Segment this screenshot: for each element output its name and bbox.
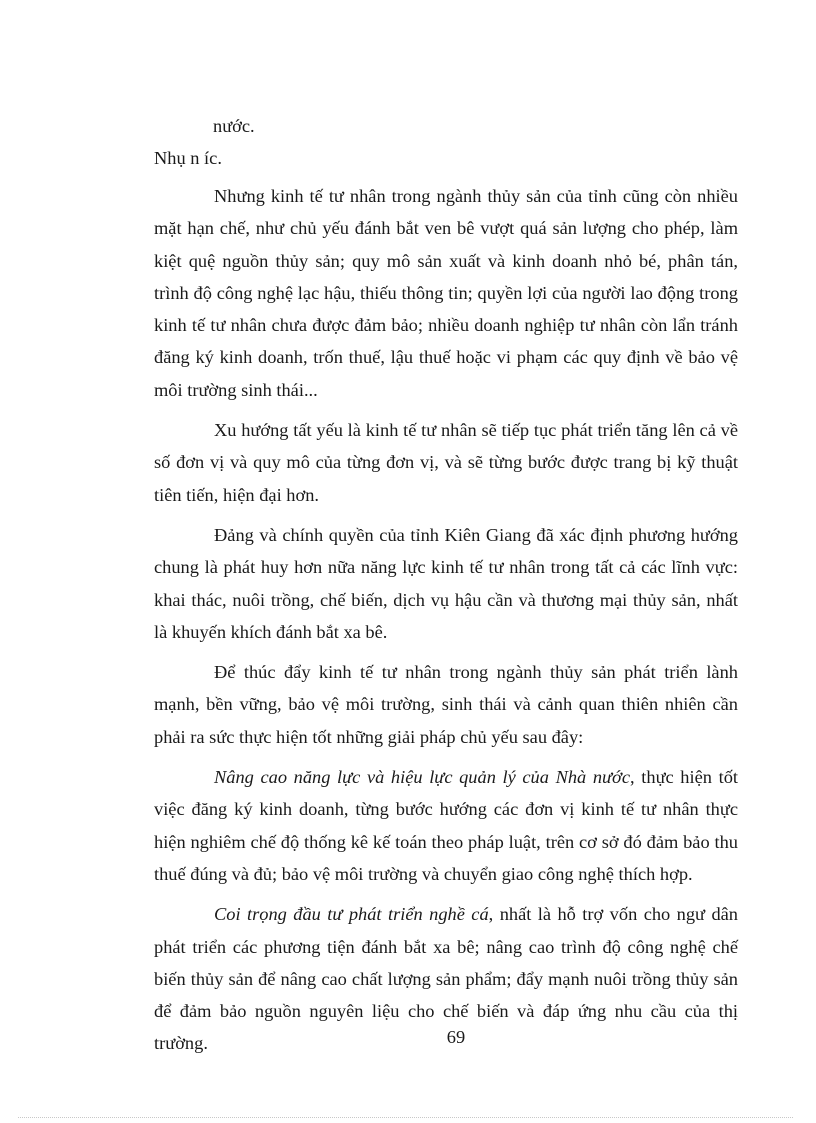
garbled-fragment: Nhụ n íc. bbox=[154, 148, 222, 168]
paragraph bbox=[154, 761, 738, 890]
paragraph-text: , thực hiện tốt việc đăng ký kinh doanh, từng bước hướng các đơn vị kinh tế tư nhân thực hiện nghiêm chế độ thống kê kế toán theo pháp luật, trên cơ sở đó đảm bảo thu thuế đúng và đủ; bảo vệ môi trường và chuyển giao công nghệ thích hợp. bbox=[154, 767, 738, 884]
paragraph bbox=[154, 180, 738, 406]
italic-heading: Coi trọng đầu tư phát triển nghề cá bbox=[214, 904, 489, 925]
body-text bbox=[154, 180, 738, 1060]
lead-fragment: nước. bbox=[213, 116, 255, 136]
italic-heading: Nâng cao năng lực và hiệu lực quản lý của Nhà nước bbox=[214, 767, 631, 788]
paragraph bbox=[154, 656, 738, 753]
paragraph-text: Để thúc đẩy kinh tế tư nhân trong ngành thủy sản phát triển lành mạnh, bền vững, bảo vệ môi trường, sinh thái và cảnh quan thiên nhiên cần phải ra sức thực hiện tốt những giải pháp chủ yếu sau đây: bbox=[154, 662, 738, 747]
page-bottom-rule bbox=[18, 1117, 793, 1118]
paragraph-text: Nhưng kinh tế tư nhân trong ngành thủy sản của tỉnh cũng còn nhiều mặt hạn chế, như chủ yếu đánh bắt ven bê vượt quá sản lượng cho phép, làm kiệt quệ nguồn thủy sản; quy mô sản xuất và kinh doanh nhỏ bé, phân tán, trình độ công nghệ lạc hậu, thiếu thông tin; quyền lợi của người lao động trong kinh tế tư nhân chưa được đảm bảo; nhiều doanh nghiệp tư nhân còn lẩn tránh đăng ký kinh doanh, trốn thuế, lậu thuế hoặc vi phạm các quy định về bảo vệ môi trường sinh thái... bbox=[154, 186, 738, 400]
page-number: 69 bbox=[446, 1027, 466, 1047]
paragraph-text: Đảng và chính quyền của tỉnh Kiên Giang đã xác định phương hướng chung là phát huy hơn nữa năng lực kinh tế tư nhân trong tất cả các lĩnh vực: khai thác, nuôi trồng, chế biến, dịch vụ hậu cần và thương mại thủy sản, nhất là khuyến khích đánh bắt xa bê. bbox=[154, 524, 738, 642]
paragraph-text: , nhất là hỗ trợ vốn cho ngư dân phát triển các phương tiện đánh bắt xa bê; nâng cao trình độ công nghệ chế biến thủy sản để nâng cao chất lượng sản phẩm; đẩy mạnh nuôi trồng thủy sản để đảm bảo nguồn nguyên liệu cho chế biến và đáp ứng nhu cầu của thị trường. bbox=[154, 904, 739, 1054]
paragraph-text: Xu hướng tất yếu là kinh tế tư nhân sẽ tiếp tục phát triển tăng lên cả về số đơn vị và quy mô của từng đơn vị, và sẽ từng bước được trang bị kỹ thuật tiên tiến, hiện đại hơn. bbox=[154, 420, 738, 505]
paragraph bbox=[154, 519, 738, 648]
paragraph bbox=[154, 414, 738, 511]
